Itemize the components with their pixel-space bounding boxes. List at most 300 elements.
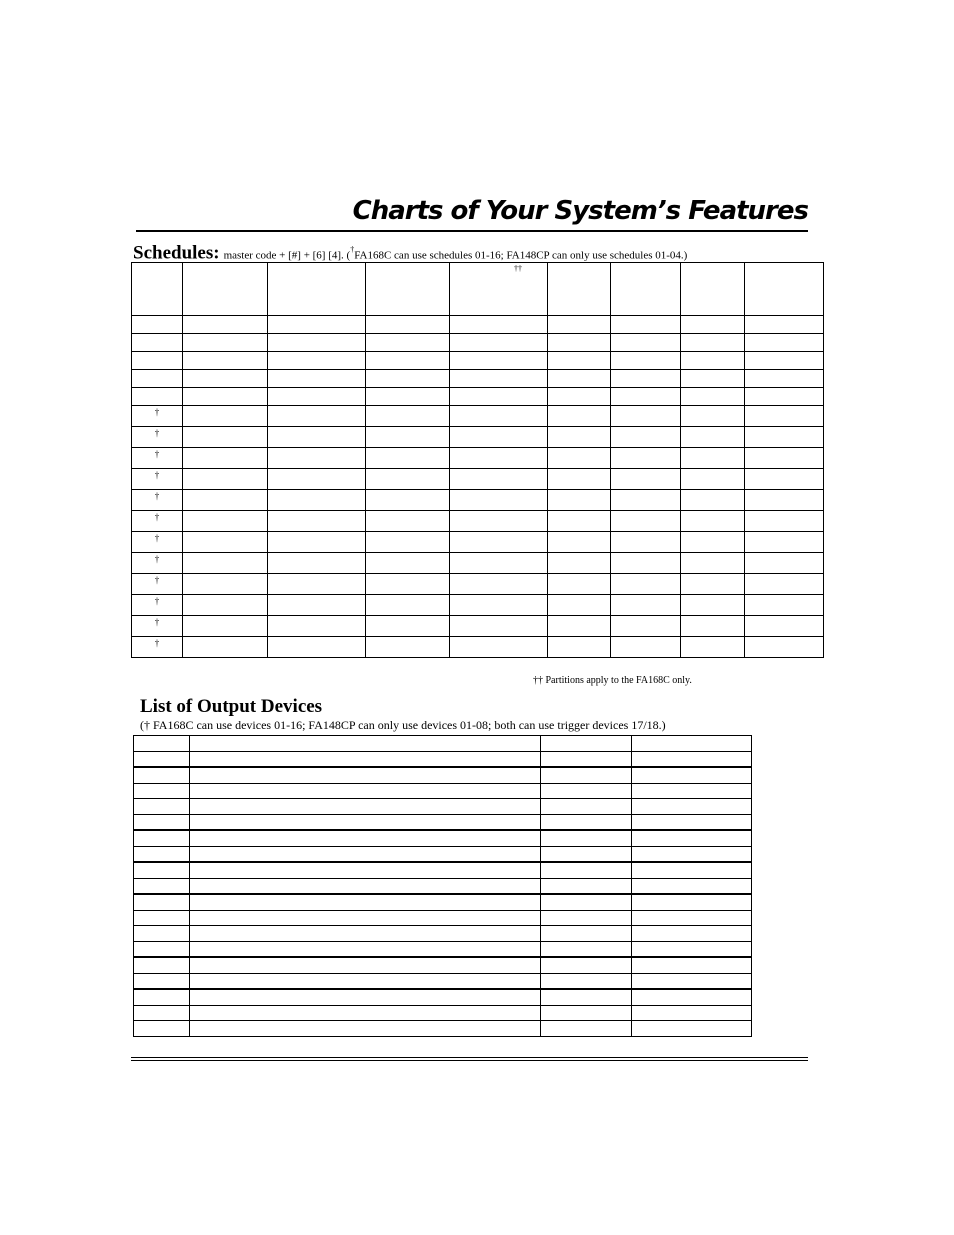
output-device-cell [190,862,541,878]
partition-note: †† Partitions apply to the FA168C only. [533,675,692,686]
dagger-mark: † [154,554,160,564]
schedule-cell [183,406,268,427]
output-device-row [134,941,752,957]
dagger-mark: † [154,491,160,501]
schedule-cell [611,316,681,334]
schedule-cell [268,532,366,553]
schedule-cell [366,532,450,553]
schedules-header-cell [681,263,745,316]
schedule-cell [366,406,450,427]
schedule-cell [450,532,548,553]
schedules-header-cell [132,263,183,316]
schedule-cell [745,532,824,553]
schedule-cell [366,616,450,637]
output-device-cell [541,910,632,926]
schedule-cell [681,574,745,595]
output-device-cell [632,910,752,926]
output-device-cell [632,1005,752,1021]
output-device-cell [632,989,752,1005]
schedules-note: FA168C can use schedules 01-16; FA148CP can only use schedules 01-04.) [354,249,688,262]
output-device-cell [632,814,752,830]
schedule-cell [681,388,745,406]
output-device-cell [134,957,190,973]
output-device-cell [190,830,541,846]
schedule-row [132,316,824,334]
output-device-cell [190,894,541,910]
schedule-cell [268,637,366,658]
output-device-cell [541,989,632,1005]
schedule-cell [745,316,824,334]
output-device-row [134,783,752,799]
schedule-cell [268,574,366,595]
schedule-cell [611,490,681,511]
output-device-cell [632,783,752,799]
output-device-row [134,894,752,910]
output-device-row [134,799,752,815]
schedule-cell [268,427,366,448]
schedules-header-cell [745,263,824,316]
output-device-row [134,989,752,1005]
output-device-row [134,926,752,942]
output-device-cell [190,1005,541,1021]
schedule-cell [132,574,183,595]
schedule-cell [745,469,824,490]
schedule-cell [450,406,548,427]
output-device-row [134,878,752,894]
output-device-cell [134,846,190,862]
output-device-cell [541,1005,632,1021]
output-device-cell [541,751,632,767]
schedule-cell [268,469,366,490]
dagger-mark: † [154,449,160,459]
schedule-cell [745,448,824,469]
schedules-header-cell [366,263,450,316]
output-device-row [134,830,752,846]
schedule-cell [268,388,366,406]
schedule-cell [450,469,548,490]
schedule-cell [268,616,366,637]
output-device-row [134,862,752,878]
dagger-mark: † [154,596,160,606]
schedule-cell [548,370,611,388]
schedule-cell [611,574,681,595]
schedule-cell [132,370,183,388]
schedule-cell [132,406,183,427]
schedule-cell [268,595,366,616]
schedule-cell [611,532,681,553]
schedules-header-cell [183,263,268,316]
schedule-row [132,370,824,388]
schedule-cell [681,553,745,574]
schedule-cell [450,316,548,334]
schedule-row [132,469,824,490]
schedule-row [132,616,824,637]
schedule-cell [745,334,824,352]
schedule-cell [132,469,183,490]
dagger-mark: † [154,617,160,627]
schedule-cell [366,448,450,469]
schedule-cell [681,490,745,511]
schedule-cell [548,352,611,370]
schedule-cell [450,637,548,658]
page-title: Charts of Your System’s Features [352,196,808,226]
schedule-cell [183,316,268,334]
schedule-cell [183,427,268,448]
schedule-cell [611,595,681,616]
schedule-cell [548,448,611,469]
partition-mark: †† [514,264,522,273]
schedule-cell [681,406,745,427]
schedule-cell [183,574,268,595]
output-device-cell [190,814,541,830]
schedule-cell [548,595,611,616]
output-device-row [134,846,752,862]
schedule-cell [450,427,548,448]
schedule-cell [681,370,745,388]
schedule-cell [366,334,450,352]
dagger-mark: † [154,533,160,543]
schedule-cell [183,370,268,388]
output-device-cell [134,862,190,878]
schedule-cell [183,511,268,532]
schedule-cell [548,553,611,574]
schedule-cell [183,469,268,490]
schedule-cell [611,469,681,490]
output-device-cell [190,751,541,767]
schedule-cell [450,574,548,595]
schedule-cell [745,511,824,532]
schedule-cell [183,637,268,658]
schedules-header-cell [548,263,611,316]
schedule-cell [268,352,366,370]
output-device-cell [541,862,632,878]
schedule-cell [366,574,450,595]
schedule-row [132,388,824,406]
schedule-cell [681,352,745,370]
output-device-cell [134,894,190,910]
footer-rule [131,1060,808,1061]
output-device-cell [190,973,541,989]
schedule-cell [450,334,548,352]
schedule-cell [450,448,548,469]
output-device-cell [190,846,541,862]
schedule-cell [183,553,268,574]
schedule-cell [548,406,611,427]
schedule-row [132,352,824,370]
schedules-note-mark: † [350,245,355,254]
dagger-mark: † [154,407,160,417]
schedule-cell [745,574,824,595]
schedule-cell [548,469,611,490]
schedule-cell [548,616,611,637]
output-device-row [134,751,752,767]
output-device-cell [541,878,632,894]
output-device-cell [541,767,632,783]
schedule-cell [745,637,824,658]
schedule-cell [611,406,681,427]
output-device-cell [632,846,752,862]
schedule-cell [183,490,268,511]
output-devices-table [133,735,752,1037]
schedule-cell [132,388,183,406]
schedule-cell [681,532,745,553]
output-device-row [134,973,752,989]
schedule-cell [611,616,681,637]
schedule-cell [132,448,183,469]
output-device-cell [541,941,632,957]
schedule-row [132,448,824,469]
schedule-cell [183,334,268,352]
schedule-cell [366,553,450,574]
output-device-cell [134,799,190,815]
schedule-cell [611,388,681,406]
schedule-cell [366,352,450,370]
output-device-cell [632,894,752,910]
output-device-cell [190,957,541,973]
output-devices-heading: List of Output Devices [140,696,323,717]
output-device-cell [134,1021,190,1037]
dagger-mark: † [154,428,160,438]
schedule-cell [611,553,681,574]
schedule-cell [132,490,183,511]
schedule-cell [183,532,268,553]
schedule-row [132,511,824,532]
dagger-mark: † [154,575,160,585]
schedule-cell [132,316,183,334]
schedule-cell [366,490,450,511]
dagger-mark: † [154,512,160,522]
output-device-cell [541,799,632,815]
schedule-cell [745,553,824,574]
schedule-cell [548,574,611,595]
schedule-cell [268,490,366,511]
output-device-cell [134,1005,190,1021]
output-device-cell [632,973,752,989]
schedule-cell [366,388,450,406]
schedule-cell [132,427,183,448]
schedule-cell [681,427,745,448]
schedule-cell [611,637,681,658]
output-device-cell [541,894,632,910]
output-device-cell [541,926,632,942]
output-device-row [134,1021,752,1037]
schedule-cell [366,316,450,334]
schedule-row [132,406,824,427]
schedule-cell [132,334,183,352]
output-device-cell [190,767,541,783]
output-device-cell [134,910,190,926]
dagger-mark: † [154,470,160,480]
schedule-cell [268,316,366,334]
output-device-cell [632,926,752,942]
schedule-cell [183,448,268,469]
output-device-cell [190,989,541,1005]
output-device-cell [190,926,541,942]
schedule-cell [745,370,824,388]
output-device-cell [632,751,752,767]
schedule-cell [366,637,450,658]
schedules-header-cell [450,263,548,316]
output-device-cell [541,1021,632,1037]
output-device-cell [134,783,190,799]
schedule-cell [450,388,548,406]
schedule-row [132,553,824,574]
schedule-cell [450,490,548,511]
output-device-cell [632,957,752,973]
output-device-cell [541,973,632,989]
schedules-table [131,262,824,658]
output-device-cell [134,973,190,989]
output-device-cell [190,878,541,894]
output-device-cell [134,751,190,767]
schedule-cell [745,388,824,406]
schedule-cell [745,352,824,370]
schedule-cell [268,511,366,532]
output-device-cell [632,767,752,783]
schedule-cell [132,352,183,370]
schedule-cell [745,616,824,637]
schedule-cell [450,370,548,388]
output-device-cell [134,736,190,752]
schedule-row [132,334,824,352]
output-device-cell [632,799,752,815]
output-device-cell [134,767,190,783]
output-device-row [134,1005,752,1021]
schedule-cell [745,406,824,427]
schedule-cell [183,388,268,406]
schedule-cell [450,352,548,370]
output-device-cell [134,926,190,942]
schedule-cell [132,595,183,616]
output-device-cell [190,941,541,957]
schedule-cell [611,427,681,448]
schedule-cell [366,595,450,616]
schedule-cell [366,427,450,448]
output-device-cell [134,814,190,830]
schedule-cell [611,370,681,388]
schedule-cell [681,511,745,532]
schedule-cell [681,316,745,334]
schedule-cell [366,511,450,532]
output-device-cell [190,783,541,799]
schedules-heading: Schedules: [133,242,220,264]
output-device-cell [190,1021,541,1037]
output-device-cell [134,878,190,894]
footer-rule [131,1057,808,1058]
output-device-cell [134,941,190,957]
schedule-cell [268,406,366,427]
schedule-cell [681,595,745,616]
schedule-cell [681,469,745,490]
schedule-cell [548,490,611,511]
output-device-cell [541,830,632,846]
schedule-cell [450,553,548,574]
schedules-instruction: master code + [#] + [6] [4]. ( [223,249,351,262]
output-device-cell [541,846,632,862]
schedule-cell [611,352,681,370]
schedules-header-cell [268,263,366,316]
schedule-cell [268,448,366,469]
schedule-cell [268,553,366,574]
schedule-cell [611,511,681,532]
output-device-cell [134,830,190,846]
schedule-row [132,427,824,448]
schedule-cell [450,616,548,637]
schedule-cell [611,448,681,469]
schedule-cell [548,427,611,448]
schedule-cell [132,532,183,553]
output-device-cell [541,814,632,830]
output-device-cell [541,736,632,752]
output-device-cell [541,957,632,973]
schedule-cell [681,616,745,637]
output-device-cell [190,736,541,752]
schedule-cell [681,334,745,352]
output-device-cell [190,799,541,815]
output-devices-header-row [134,736,752,752]
schedule-cell [745,490,824,511]
schedule-cell [132,553,183,574]
schedule-cell [681,448,745,469]
schedule-cell [548,532,611,553]
schedule-cell [450,595,548,616]
schedule-row [132,595,824,616]
output-device-cell [541,783,632,799]
schedule-cell [745,595,824,616]
schedule-cell [132,616,183,637]
schedule-cell [268,370,366,388]
schedule-cell [366,469,450,490]
schedule-cell [268,334,366,352]
schedule-cell [183,352,268,370]
schedules-header-row [132,263,824,316]
schedule-cell [183,595,268,616]
schedule-row [132,490,824,511]
schedule-row [132,574,824,595]
schedule-cell [681,637,745,658]
schedule-cell [548,388,611,406]
output-device-cell [190,910,541,926]
schedule-cell [366,370,450,388]
output-device-cell [632,736,752,752]
output-device-cell [632,1021,752,1037]
output-devices-note: († FA168C can use devices 01-16; FA148CP can only use devices 01-08; both can use trigger devices 17/18.) [140,718,666,732]
schedule-row [132,637,824,658]
schedule-row [132,532,824,553]
output-device-row [134,910,752,926]
output-device-row [134,767,752,783]
output-device-cell [632,830,752,846]
schedule-cell [450,511,548,532]
schedule-cell [548,637,611,658]
title-rule [136,230,808,232]
output-device-row [134,957,752,973]
output-device-row [134,814,752,830]
schedule-cell [548,334,611,352]
output-device-cell [632,878,752,894]
schedule-cell [611,334,681,352]
dagger-mark: † [154,638,160,648]
schedule-cell [548,316,611,334]
output-device-cell [134,989,190,1005]
output-device-cell [632,941,752,957]
schedule-cell [132,511,183,532]
schedules-header-cell [611,263,681,316]
schedule-cell [548,511,611,532]
schedule-cell [132,637,183,658]
schedule-cell [183,616,268,637]
output-device-cell [632,862,752,878]
